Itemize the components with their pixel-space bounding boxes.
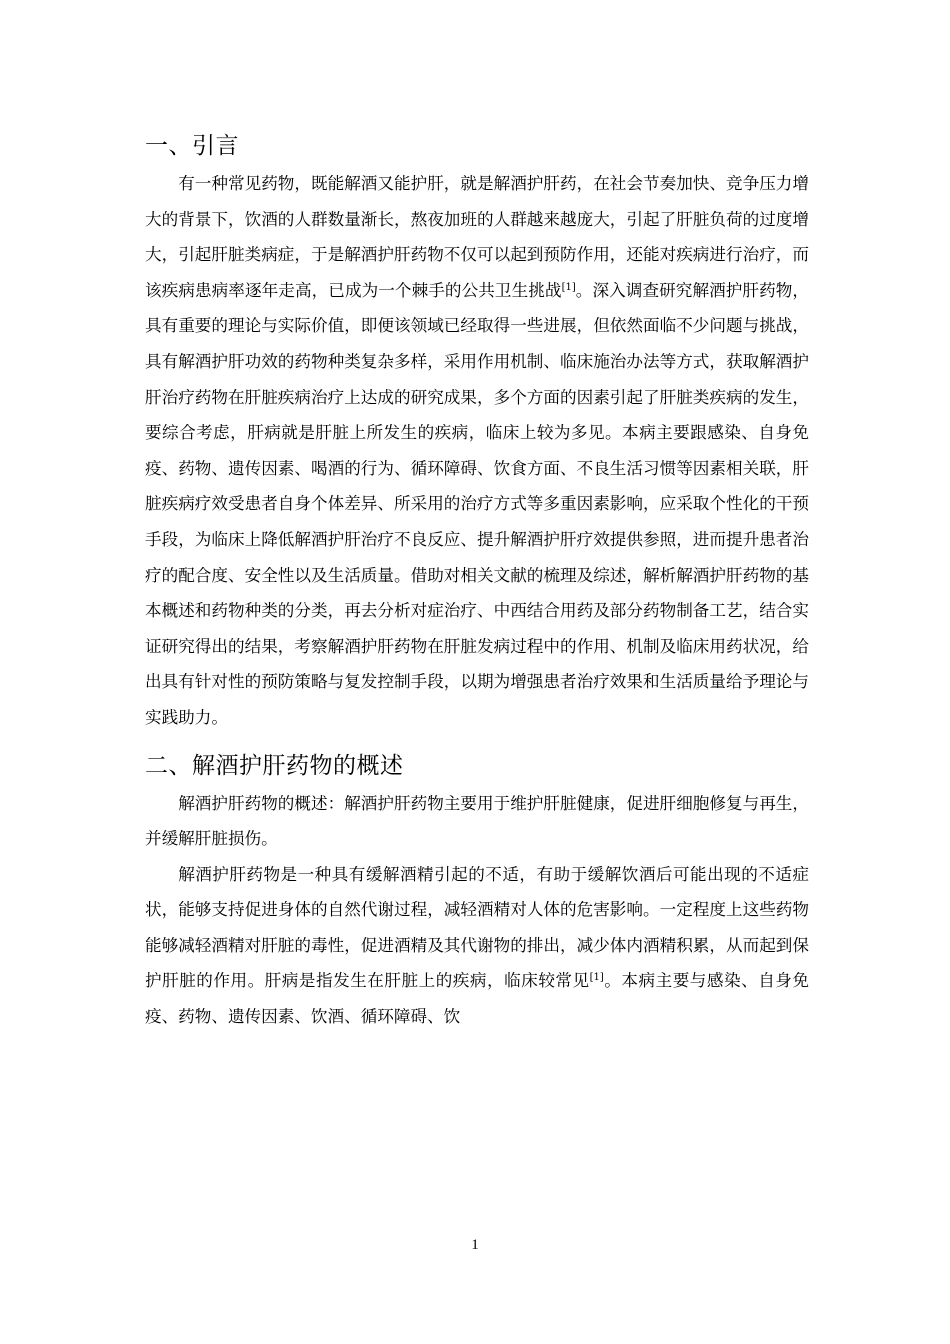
overview-paragraph-2-text-part-1: 解酒护肝药物是一种具有缓解酒精引起的不适，有助于缓解饮酒后可能出现的不适症状，能够支持促进身体的自然代谢过程，减轻酒精对人体的危害影响。一定程度上这些药物能够减轻酒精对肝脏的毒性，促进酒精及其代谢物的排出，减少体内酒精积累，从而起到保护肝脏的作用。肝病是指发生在肝脏上的疾病，临床较常见 (145, 864, 809, 991)
page-number: 1 (471, 1237, 479, 1253)
document-body (145, 128, 809, 1035)
overview-paragraph-1: 解酒护肝药物的概述：解酒护肝药物主要用于维护肝脏健康，促进肝细胞修复与再生，并缓解肝脏损伤。 (145, 793, 809, 849)
intro-paragraph-text-part-1: 有一种常见药物，既能解酒又能护肝，就是解酒护肝药，在社会节奏加快、竞争压力增大的背景下，饮酒的人群数量渐长，熬夜加班的人群越来越庞大，引起了肝脏负荷的过度增大，引起肝脏类病症，于是解酒护肝药物不仅可以起到预防作用，还能对疾病进行治疗，而该疾病患病率逐年走高，已成为一个棘手的公共卫生挑战 (145, 174, 809, 300)
section-heading-introduction: 一、引言 (145, 133, 239, 159)
section-heading-overview: 二、解酒护肝药物的概述 (145, 752, 404, 779)
overview-paragraph-2 (145, 857, 809, 1035)
overview-paragraph-2-text-part-2: 。本病主要与感染、自身免疫、药物、遗传因素、饮酒、循环障碍、饮 (145, 971, 810, 1027)
citation-reference: [1] (561, 281, 576, 293)
intro-paragraph (145, 166, 809, 736)
citation-reference: [1] (589, 972, 604, 984)
intro-paragraph-text-part-2: 。深入调查研究解酒护肝药物，具有重要的理论与实际价值，即便该领域已经取得一些进展，但依然面临不少问题与挑战，具有解酒护肝功效的药物种类复杂多样，采用作用机制、临床施治办法等方式，获取解酒护肝治疗药物在肝脏疾病治疗上达成的研究成果，多个方面的因素引起了肝脏类疾病的发生，要综合考虑，肝病就是肝脏上所发生的疾病，临床上较为多见。本病主要跟感染、自身免疫、药物、遗传因素、喝酒的行为、循环障碍、饮食方面、不良生活习惯等因素相关联，肝脏疾病疗效受患者自身个体差异、所采用的治疗方式等多重因素影响，应采取个性化的干预手段，为临床上降低解酒护肝治疗不良反应、提升解酒护肝疗效提供参照，进而提升患者治疗的配合度、安全性以及生活质量。借助对相关文献的梳理及综述，解析解酒护肝药物的基本概述和药物种类的分类，再去分析对症治疗、中西结合用药及部分药物制备工艺，结合实证研究得出的结果，考察解酒护肝药物在肝脏发病过程中的作用、机制及临床用药状况，给出具有针对性的预防策略与复发控制手段，以期为增强患者治疗效果和生活质量给予理论与实践助力。 (145, 280, 810, 727)
